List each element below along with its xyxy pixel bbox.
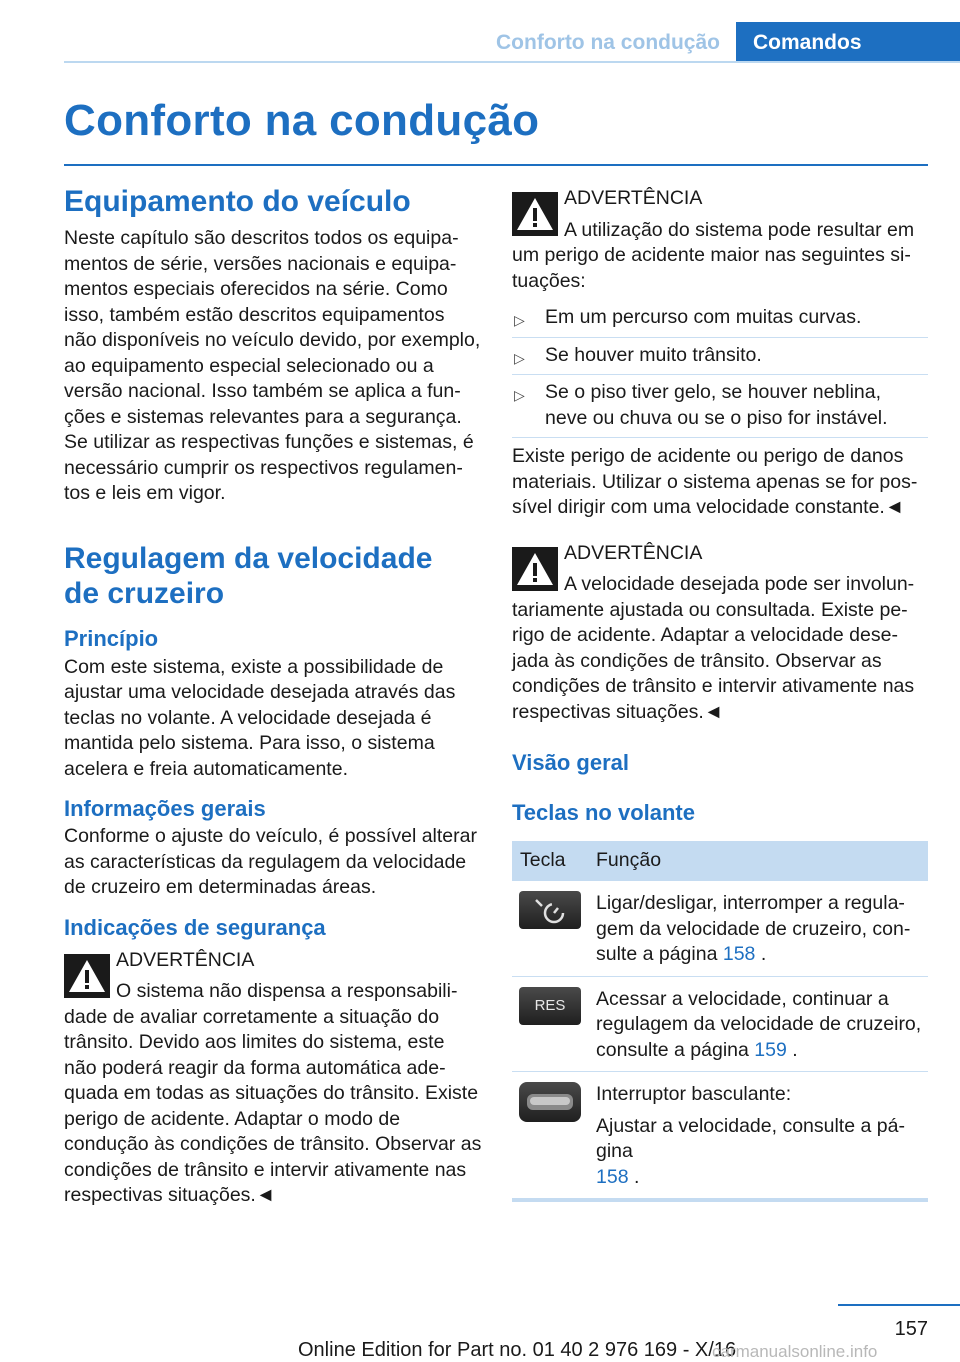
list-item: ▷ Se houver muito trânsito. <box>512 338 928 376</box>
paragraph-equipamento: Neste capítulo são descritos todos os equipamentos de série, versões nacionais e equipamentos especiais oferecidos na série. Como isso, também estão descritos equipamentos não disponíveis no veículo devido, por exemplo, ao equipamento especial selecionado ou a versão nacional. Isso também se aplica a funções e sistemas relevantes para a segurança. Se utilizar as respectivas funções e sistemas, é necessário cumprir os respectivos regulamentos e leis em vigor. <box>64 227 481 504</box>
heading-teclas-volante: Teclas no volante <box>512 800 695 825</box>
warning-triangle-icon <box>512 192 558 236</box>
function-text: Ligar/desligar, interromper a regulagem da velocidade de cruzeiro, consulte a página <box>596 892 911 965</box>
bullet-triangle-icon: ▷ <box>514 387 525 403</box>
function-title: Interruptor basculante: <box>596 1083 792 1105</box>
edition-footer: Online Edition for Part no. 01 40 2 976 169 - X/16 <box>298 1339 737 1361</box>
warning-block-1 <box>64 946 482 1209</box>
steering-keys-table <box>512 841 928 1202</box>
left-column <box>64 176 482 1209</box>
function-text: Acessar a velocidade, continuar a regulagem da velocidade de cruzeiro, consulte a página <box>596 987 922 1061</box>
table-header-row <box>512 841 928 881</box>
warning-text: A utilização do sistema pode resultar em um perigo de acidente maior nas seguintes situações: <box>512 218 915 292</box>
warning-block-3 <box>512 539 928 726</box>
table-row: Interruptor basculante: Ajustar a velocidade, consulte a página 158 . <box>512 1072 928 1201</box>
page-number: 157 <box>894 1318 928 1340</box>
warning-triangle-icon <box>512 547 558 591</box>
header-section-tab[interactable]: Conforto na condução <box>496 31 720 54</box>
title-divider <box>64 164 928 166</box>
warning-text: O sistema não dispensa a responsabilidade de avaliar corretamente a situação do trânsito. Devido aos limites do sistema, este não poderá reagir da forma automática adequada em todas as situações do trânsito. Existe perigo de acidente. Adaptar o modo de condução às condições de trânsito. Observar as condições de trânsito e intervir ativamente nas respectivas situações.◄ <box>64 980 482 1206</box>
right-column <box>512 176 928 1202</box>
function-text: Ajustar a velocidade, consulte a página <box>596 1114 905 1162</box>
column-header-funcao: Função <box>592 841 928 881</box>
heading-principio: Princípio <box>64 625 159 651</box>
warning-label: ADVERTÊNCIA <box>116 948 255 971</box>
warning-label: ADVERTÊNCIA <box>564 541 703 564</box>
heading-regulagem: Regulagem da velocidade de cruzeiro <box>64 541 433 610</box>
warning-text: A velocidade desejada pode ser involuntariamente ajustada ou consultada. Existe perigo de acidente. Adaptar a velocidade desejada às condições de trânsito. Observar as condições de trânsito e intervir ativamente nas respectivas situações.◄ <box>512 573 915 723</box>
footer-divider <box>838 1304 960 1306</box>
warning-label: ADVERTÊNCIA <box>564 187 703 209</box>
paragraph-principio: Com este sistema, existe a possibilidade de ajustar uma velocidade desejada através das teclas no volante. A velocidade desejada é mantida pelo sistema. Para isso, o sistema acelera e freia automaticamente. <box>64 655 456 780</box>
cruise-control-on-off-key-icon <box>519 891 581 929</box>
page-title: Conforto na condução <box>64 96 540 145</box>
heading-equipamento: Equipamento do veículo <box>64 185 411 218</box>
paragraph-informacoes-gerais: Conforme o ajuste do veículo, é possível alterar as características da regulagem da velocidade de cruzeiro em determinadas áreas. <box>64 825 477 898</box>
warning-block-2 <box>512 184 928 294</box>
header-divider <box>64 61 960 63</box>
table-row: Ligar/desligar, interromper a regulagem da velocidade de cruzeiro, consulte a página 158 . <box>512 881 928 976</box>
page-reference-link[interactable]: 158 <box>722 943 756 965</box>
situation-list <box>512 300 928 438</box>
page-reference-link[interactable]: 158 <box>596 1165 629 1188</box>
heading-visao-geral: Visão geral <box>512 750 629 775</box>
bullet-triangle-icon: ▷ <box>514 349 525 366</box>
heading-informacoes-gerais: Informações gerais <box>64 796 266 821</box>
header-chapter-tab[interactable]: Comandos <box>736 22 960 63</box>
rocker-switch-key-icon <box>519 1082 581 1122</box>
watermark: carmanualsonline.info <box>712 1342 878 1361</box>
list-item: ▷ Se o piso tiver gelo, se houver neblina, neve ou chuva ou se o piso for instável. <box>512 375 928 438</box>
paragraph-risk: Existe perigo de acidente ou perigo de danos materiais. Utilizar o sistema apenas se for possível dirigir com uma velocidade constante.◄ <box>512 445 918 518</box>
list-item: ▷ Em um percurso com muitas curvas. <box>512 300 928 338</box>
bullet-triangle-icon: ▷ <box>514 312 525 328</box>
page-reference-link[interactable]: 159 <box>754 1038 787 1061</box>
heading-indicacoes-seguranca: Indicações de segurança <box>64 914 326 940</box>
warning-triangle-icon <box>64 954 110 998</box>
column-header-tecla: Tecla <box>512 841 592 881</box>
res-key-icon: RES <box>519 987 581 1025</box>
table-row: RES Acessar a velocidade, continuar a regulagem da velocidade de cruzeiro, consulte a página 159 . <box>512 976 928 1072</box>
